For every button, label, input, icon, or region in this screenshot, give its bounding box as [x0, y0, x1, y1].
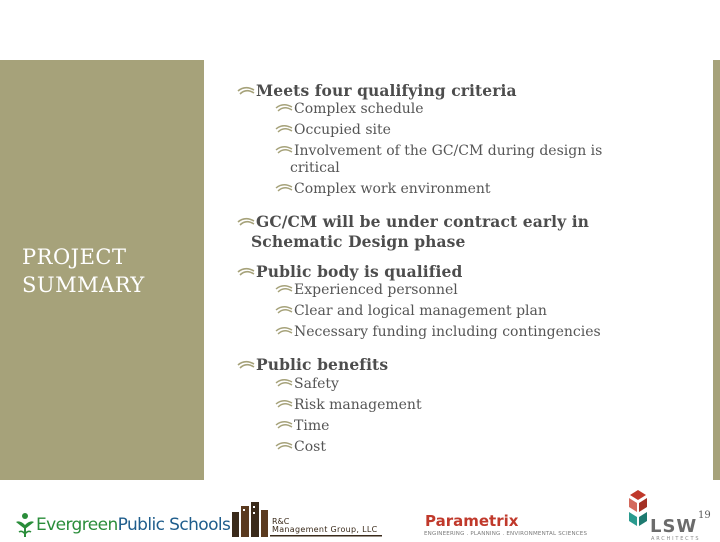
section-title-line2: SUMMARY [22, 273, 145, 297]
lsw-logo-tagline: ARCHITECTS [651, 536, 701, 542]
section-title-line1: PROJECT [22, 245, 127, 269]
bullet-icon [275, 123, 293, 133]
evergreen-logo-text [36, 515, 230, 535]
bullet-level2 [275, 303, 547, 319]
bullet-text: Risk management [294, 397, 422, 413]
parametrix-logo-text: Parametrix [425, 512, 519, 530]
bullet-icon [275, 377, 293, 387]
rc-logo-line2: Management Group, LLC [272, 525, 378, 534]
bullet-text: Occupied site [294, 122, 391, 138]
bullet-level1 [237, 262, 462, 281]
bullet-text: Complex schedule [294, 101, 424, 117]
evergreen-logo-icon [14, 512, 36, 542]
bullet-text: Public benefits [256, 355, 389, 374]
bullet-text: GC/CM will be under contract early in [256, 212, 590, 231]
evergreen-logo-part1: Evergreen [36, 515, 118, 535]
bullet-icon [275, 419, 293, 429]
bullet-level2 [275, 439, 326, 455]
bullet-level1 [237, 355, 388, 374]
bullet-icon [275, 304, 293, 314]
bullet-text: Experienced personnel [294, 282, 458, 298]
bullet-level2 [275, 143, 602, 159]
bullet-text: Complex work environment [294, 181, 491, 197]
bullet-continuation: critical [290, 160, 340, 176]
bullet-icon [275, 325, 293, 335]
bullet-level2 [275, 282, 458, 298]
bullet-level1 [237, 81, 517, 100]
bullet-continuation: Schematic Design phase [251, 232, 466, 251]
parametrix-logo-tagline: ENGINEERING . PLANNING . ENVIRONMENTAL SCIENCES [424, 531, 588, 537]
bullet-level2 [275, 324, 601, 340]
bullet-text: Time [294, 418, 330, 434]
bullet-icon [275, 182, 293, 192]
bullet-level2 [275, 397, 422, 413]
bullet-icon [237, 359, 255, 369]
bullet-icon [237, 85, 255, 95]
bullet-text: Clear and logical management plan [294, 303, 547, 319]
bullet-level2 [275, 122, 391, 138]
bullet-level2 [275, 101, 424, 117]
bullet-icon [275, 102, 293, 112]
bullet-icon [275, 144, 293, 154]
rc-logo-line1: R&C [272, 517, 290, 526]
bullet-level1 [237, 212, 589, 231]
bullet-icon [237, 266, 255, 276]
bullet-icon [237, 216, 255, 226]
bullet-text: Meets four qualifying criteria [256, 81, 517, 100]
bullet-level2 [275, 376, 339, 392]
bullet-icon [275, 440, 293, 450]
bullet-text: Cost [294, 439, 326, 455]
bullet-icon [275, 398, 293, 408]
bullet-level2 [275, 181, 491, 197]
lsw-logo-text: LSW [650, 516, 698, 537]
lsw-logo-icon [626, 490, 650, 536]
rc-logo-icon [230, 502, 382, 542]
bullet-level2 [275, 418, 329, 434]
bullet-text: Public body is qualified [256, 262, 463, 281]
bullet-icon [275, 283, 293, 293]
evergreen-logo-part2: Public Schools [117, 515, 231, 535]
bullet-text: Safety [294, 376, 339, 392]
bullet-text: Involvement of the GC/CM during design is [294, 143, 603, 159]
bullet-text: Necessary funding including contingencies [294, 324, 601, 340]
page-number: 19 [698, 510, 711, 521]
